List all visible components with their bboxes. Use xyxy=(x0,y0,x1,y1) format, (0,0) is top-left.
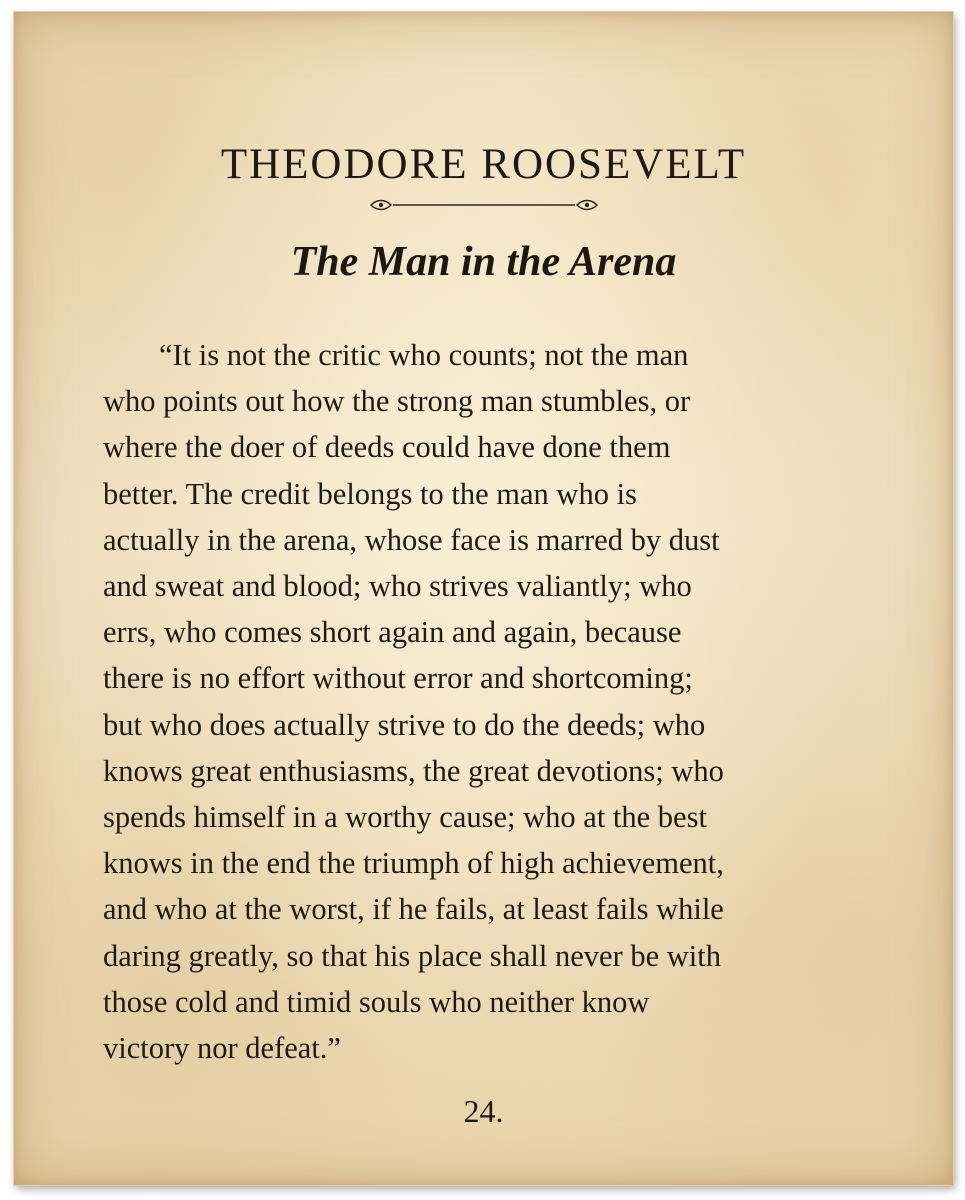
quote-line: there is no effort without error and shortcoming; xyxy=(103,661,693,696)
quote-line: knows in the end the triumph of high achievement, xyxy=(103,846,724,881)
quote-line: where the doer of deeds could have done them xyxy=(103,430,671,465)
quote-line: but who does actually strive to do the deeds; who xyxy=(103,707,706,742)
parchment-print xyxy=(14,12,953,1185)
quote-line: victory nor defeat.” xyxy=(103,1031,341,1066)
quote-line: and sweat and blood; who strives valiantly; who xyxy=(103,569,692,604)
quote-line: “It is not the critic who counts; not the man xyxy=(159,338,689,372)
page-number: 24. xyxy=(463,1093,504,1129)
quote-line: those cold and timid souls who neither know xyxy=(103,984,650,1019)
quote-body xyxy=(103,332,893,1071)
divider-ornament-icon xyxy=(369,198,599,212)
quote-line: and who at the worst, if he fails, at least fails while xyxy=(103,892,724,927)
quote-title: The Man in the Arena xyxy=(290,239,677,285)
quote-line: errs, who comes short again and again, because xyxy=(103,615,682,650)
quote-line: knows great enthusiasms, the great devotions; who xyxy=(103,753,724,788)
quote-line: actually in the arena, whose face is marred by dust xyxy=(103,522,720,557)
quote-line: spends himself in a worthy cause; who at the best xyxy=(103,800,707,835)
quote-line: better. The credit belongs to the man who is xyxy=(103,476,637,511)
quote-line: who points out how the strong man stumbles, or xyxy=(103,384,691,419)
author-heading: THEODORE ROOSEVELT xyxy=(220,141,747,188)
quote-line: daring greatly, so that his place shall never be with xyxy=(103,938,721,973)
